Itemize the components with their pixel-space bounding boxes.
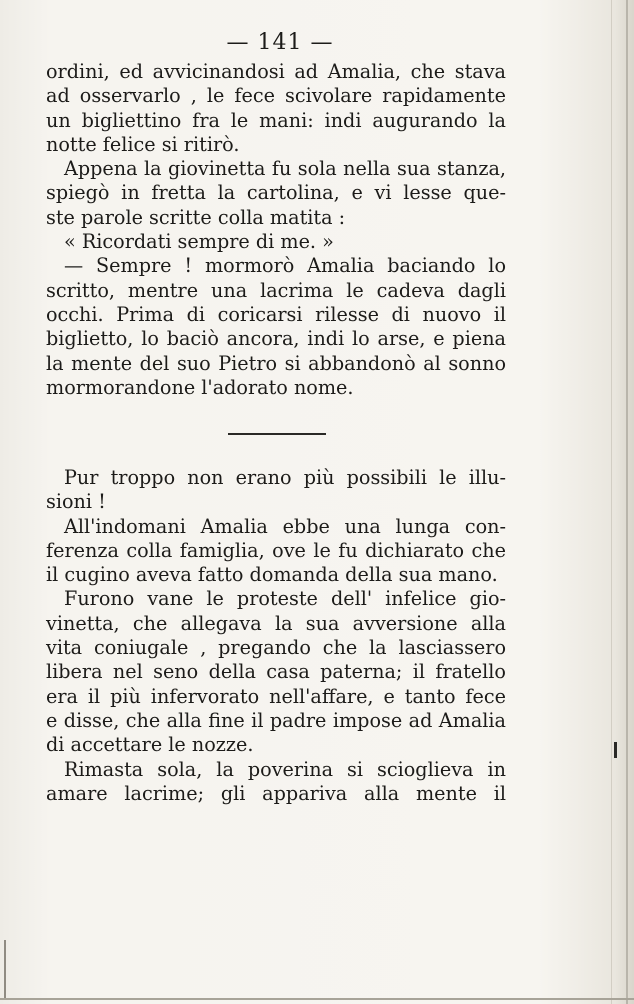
text-line: ad osservarlo , le fece scivolare rapidamente [46, 84, 506, 108]
text-line: amare lacrime; gli appariva alla mente il [46, 781, 506, 805]
text-line: occhi. Prima di coricarsi rilesse di nuovo il [46, 302, 506, 326]
text-line: « Ricordati sempre di me. » [64, 230, 334, 254]
text-line: era il più infervorato nell'affare, e tanto fece [46, 684, 506, 708]
text-line: ferenza colla famiglia, ove le fu dichiarato che [46, 538, 506, 562]
text-line: Furono vane le proteste dell' infelice gio- [64, 587, 506, 611]
text-line: ste parole scritte colla matita : [46, 205, 346, 229]
page-number: — 141 — [226, 30, 334, 55]
text-line: scritto, mentre una lacrima le cadeva dagli [46, 278, 506, 302]
text-line: Appena la giovinetta fu sola nella sua stanza, [64, 157, 506, 181]
text-line: Rimasta sola, la poverina si scioglieva in [64, 757, 506, 781]
page-edge-shadow [611, 0, 612, 1004]
text-line: biglietto, lo baciò ancora, indi lo arse, e piena [46, 327, 506, 351]
margin-mark [614, 742, 617, 758]
page-edge-left [4, 940, 6, 1000]
text-line: Pur troppo non erano più possibili le illu- [64, 466, 506, 489]
text-line: e disse, che alla fine il padre impose ad Amalia [46, 708, 506, 732]
text-line: mormorandone l'adorato nome. [46, 375, 354, 399]
text-line: sioni ! [46, 490, 106, 514]
text-line: All'indomani Amalia ebbe una lunga con- [64, 514, 506, 538]
text-line: vinetta, che allegava la sua avversione alla [46, 611, 506, 635]
page-edge-bottom [0, 998, 634, 1000]
page-edge-right [626, 0, 628, 1004]
text-block-before-separator [46, 60, 506, 400]
text-line: un bigliettino fra le mani: indi augurando la [46, 108, 506, 132]
text-line: di accettare le nozze. [46, 733, 254, 757]
text-line: notte felice si ritirò. [46, 132, 240, 156]
text-line: la mente del suo Pietro si abbandonò al sonno [46, 351, 506, 375]
text-line: — Sempre ! mormorò Amalia baciando lo [64, 254, 506, 278]
text-line: vita coniugale , pregando che la lasciassero [46, 636, 506, 660]
text-line: libera nel seno della casa paterna; il fratello [46, 660, 506, 684]
text-line: il cugino aveva fatto domanda della sua mano. [46, 563, 498, 587]
section-separator [228, 433, 326, 435]
text-line: spiegò in fretta la cartolina, e vi lesse que- [46, 181, 506, 205]
text-block-after-separator [46, 466, 506, 806]
text-line: ordini, ed avvicinandosi ad Amalia, che stava [46, 60, 506, 83]
